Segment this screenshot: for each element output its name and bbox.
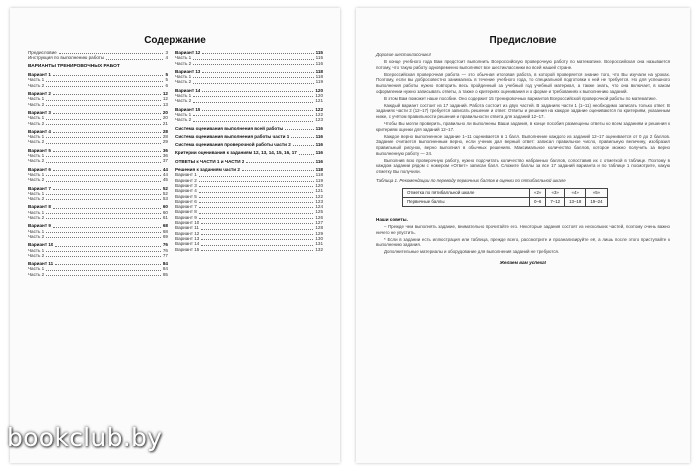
toc-entry-label: Вариант 3 [28, 109, 51, 115]
toc-entry-page: 85 [162, 271, 168, 277]
toc-entry-page: 5 [165, 72, 168, 78]
toc-entry-page: 116 [315, 150, 323, 156]
toc-entry-label: Часть 1 [28, 96, 45, 102]
toc-entry-page: 129 [315, 230, 323, 236]
toc-entry-page: 36 [162, 147, 168, 153]
toc-entry-page: 12 [162, 91, 168, 97]
toc-entry-label: Вариант 4 [175, 188, 197, 194]
toc-entry-label: Вариант 5 [28, 147, 51, 153]
toc-entry-page: 122 [315, 111, 323, 117]
toc-leader-dots [46, 86, 163, 87]
toc-leader-dots [285, 129, 313, 130]
toc-entry-label: Критерии оценивания к заданиям 12, 13, 14, 15, 16, 17 [175, 150, 297, 156]
toc-leader-dots [199, 181, 314, 182]
toc-leader-dots [46, 175, 161, 176]
toc-entry-label: Часть 1 [28, 171, 45, 177]
toc-leader-dots [299, 154, 314, 155]
table-cell: 7–12 [546, 197, 565, 206]
toc-entry-label: Вариант 11 [175, 225, 199, 231]
toc-entry-label: Система оценивания проверочной работы части 2 [175, 142, 291, 148]
toc-entry-page: 123 [315, 117, 323, 123]
toc-leader-dots [46, 194, 161, 195]
toc-entry-page: 119 [315, 177, 323, 183]
toc-entry-label: Вариант 2 [28, 91, 51, 97]
toc-entry-label: Часть 1 [28, 153, 45, 159]
toc-entry-label: Вариант 14 [175, 241, 200, 247]
toc-entry-page: 61 [162, 215, 168, 221]
toc-entry-page: 128 [315, 225, 323, 231]
toc-entry-page: 119 [315, 79, 323, 85]
toc-entry-label: Часть 2 [175, 117, 192, 123]
toc-leader-dots [193, 59, 313, 60]
toc-entry [28, 215, 168, 220]
toc-entry-page: 127 [315, 220, 323, 226]
toc-entry-label: Часть 1 [28, 77, 45, 83]
preface-paragraph: Выполнив всю проверочную работу, нужно подсчитать количество набранных баллов, сопоставив их с отметкой в таблице. Поэтому в каждом задании рядом с номером «Ответ» записан балл. Сложите баллы за все 17 заданий варианта и по таблице 1 посмотрите, какую отметку Вы получили. [376, 157, 670, 174]
toc-leader-dots [46, 237, 161, 238]
right-page-preface [356, 8, 690, 463]
toc-leader-dots [53, 189, 161, 190]
toc-column-left [28, 50, 168, 277]
toc-entry-page: 3 [165, 50, 168, 55]
toc-entry-label: Часть 2 [28, 271, 45, 277]
table-cell: «4» [565, 188, 586, 197]
toc-entry-page: 121 [315, 188, 323, 194]
toc-entry [28, 55, 168, 60]
toc-entry-label: ОТВЕТЫ к ЧАСТИ 1 и ЧАСТИ 2 [175, 158, 245, 164]
toc-leader-dots [106, 59, 163, 60]
toc-entry-label: Вариант 15 [175, 246, 200, 252]
table-row-header: Первичные баллы [403, 197, 530, 206]
toc-entry-page: 118 [315, 68, 323, 74]
preface-title: Предисловие [489, 35, 557, 46]
toc-leader-dots [46, 162, 161, 163]
toc-entry-page: 115 [315, 50, 323, 55]
table-cell: «2» [530, 188, 546, 197]
toc-leader-dots [59, 53, 164, 54]
toc-entry-label: Вариант 12 [175, 230, 200, 236]
toc-entry-label: Часть 2 [28, 233, 45, 239]
toc-leader-dots [202, 72, 313, 73]
toc-entry-page: 126 [315, 214, 323, 220]
toc-leader-dots [202, 110, 313, 111]
watermark-logo: bookclub.by [7, 423, 163, 452]
toc-entry [175, 98, 323, 103]
toc-entry-label: Вариант 9 [175, 214, 197, 220]
toc-entry-page: 120 [315, 87, 323, 93]
toc-entry-page: 115 [315, 55, 323, 61]
toc-entry-page: 120 [315, 182, 323, 188]
toc-leader-dots [53, 113, 161, 114]
toc-leader-dots [55, 246, 160, 247]
toc-entry-label: Вариант 4 [28, 128, 51, 134]
toc-entry-page: 12 [162, 96, 168, 102]
toc-leader-dots [202, 91, 313, 92]
toc-entry-page: 28 [162, 134, 168, 140]
toc-entry-page: 69 [162, 233, 168, 239]
table-cell: «5» [586, 188, 607, 197]
toc-entry-label: Часть 2 [175, 98, 192, 104]
toc-leader-dots [193, 115, 313, 116]
toc-leader-dots [46, 100, 161, 101]
toc-entry-label: Часть 2 [28, 82, 45, 88]
toc-entry-page: 28 [162, 128, 168, 134]
toc-entry-label: Вариант 5 [175, 193, 197, 199]
toc-entry-page: 77 [162, 252, 168, 258]
toc-entry-page: 76 [162, 242, 168, 248]
toc-leader-dots [46, 275, 161, 276]
toc-leader-dots [193, 64, 313, 65]
toc-entry-page: 68 [162, 228, 168, 234]
toc-entry-page: 29 [162, 139, 168, 145]
toc-entry [175, 159, 323, 164]
toc-entry-page: 52 [162, 190, 168, 196]
toc-entry-label: Часть 2 [28, 177, 45, 183]
toc-leader-dots [193, 77, 313, 78]
table-caption: Таблица 1. Рекомендации по переводу первичных баллов в оценки по пятибалльной шкале [376, 178, 566, 184]
score-conversion-table [402, 188, 608, 207]
toc-entry-label: Вариант 6 [175, 198, 197, 204]
tip-item: Дополнительные материалы и оборудование для выполнения заданий не требуются. [384, 249, 560, 255]
toc-entry [175, 117, 323, 122]
toc-entry-label: Вариант 9 [28, 223, 51, 229]
toc-leader-dots [46, 156, 161, 157]
toc-entry-page: 4 [165, 55, 168, 61]
table-cell: 0–6 [530, 197, 546, 206]
toc-leader-dots [199, 197, 314, 198]
tip-item: * Если в задании есть иллюстрация или таблица, прежде всего, рассмотрите и проанализируйте её, а лишь после этого приступайте к выполнению задания. [376, 236, 670, 248]
toc-entry-label: Часть 1 [175, 93, 192, 99]
toc-leader-dots [46, 256, 161, 257]
toc-entry-label: Часть 2 [28, 196, 45, 202]
toc-entry-label: Вариант 10 [28, 242, 54, 248]
toc-entry-label: Часть 1 [28, 134, 45, 140]
toc-entry-label: Вариант 1 [28, 72, 51, 78]
toc-entry-page: 84 [162, 266, 168, 272]
toc-entry-page: 5 [165, 77, 168, 83]
toc-leader-dots [201, 229, 313, 230]
toc-leader-dots [199, 213, 314, 214]
preface-greeting: Дорогие шестиклассники! [376, 52, 431, 57]
toc-entry-page: 124 [315, 204, 323, 210]
toc-entry [28, 121, 168, 126]
toc-entry [28, 83, 168, 88]
toc-entry-label: Вариант 7 [28, 185, 51, 191]
toc-entry-label: Часть 1 [175, 74, 192, 80]
toc-entry-page: 130 [315, 235, 323, 241]
toc-entry-page: 6 [165, 82, 168, 88]
toc-leader-dots [291, 137, 313, 138]
toc-entry-label: Часть 1 [175, 111, 192, 117]
toc-entry [28, 234, 168, 239]
toc-entry-label: Вариант 13 [175, 235, 200, 241]
toc-leader-dots [46, 232, 161, 233]
toc-entry-label: Часть 1 [28, 190, 45, 196]
toc-entry-label: Часть 2 [28, 158, 45, 164]
toc-entry-page: 44 [162, 166, 168, 172]
toc-leader-dots [53, 151, 161, 152]
toc-title: Содержание [144, 35, 206, 46]
toc-entry-page: 123 [315, 198, 323, 204]
toc-entry [28, 139, 168, 144]
toc-entry-page: 20 [162, 109, 168, 115]
toc-entry-label: Вариант 12 [175, 50, 201, 55]
toc-section-heading: ВАРИАНТЫ ТРЕНИРОВОЧНЫХ РАБОТ [28, 63, 120, 69]
toc-leader-dots [46, 181, 161, 182]
toc-leader-dots [46, 119, 161, 120]
preface-paragraph: Каждое верно выполненное задание 1–11 оценивается в 1 балл. Выполнение каждого из заданий 12–17 оценивается от 0 до 2 баллов. Задание считается выполненным верно, если ученик дал верный ответ: записал правильное число, правильную величину, изобразил правильный рисунок, верно выполнил в обычных решениях. Максимальное количество баллов, которое можно получить за верно выполненную работу — 24. [376, 133, 670, 156]
toc-entry [175, 142, 323, 147]
toc-entry-page: 52 [162, 185, 168, 191]
toc-entry-label: Часть 1 [28, 228, 45, 234]
preface-paragraph: Всероссийская проверочная работа — это обычная итоговая работа, в которой проверяется знание того, что Вы изучали на уроках. Поэтому, если вы добросовестно занимались в течение учебного года, то специальной подготовки к ней не требуется. Но для успешного выполнения работы нужно повторить весь пройденный за учебный год учебный материал, а также знать, что она включает, в каком оформлении нужно записывать ответы, а также о критериях оценивания и о форме и требованиях к выполнению заданий. [376, 71, 670, 94]
toc-entry-label: Система оценивания выполнения работы части 1 [175, 133, 290, 139]
preface-paragraph: Чтобы Вы могли проверить, правильно ли выполнены Ваши задания, в конце пособия размещены ответы ко всем заданиям и решения к критериям оценки для заданий 12–17. [376, 121, 670, 132]
toc-entry-page: 116 [315, 133, 323, 139]
toc-entry [175, 79, 323, 84]
toc-leader-dots [53, 132, 161, 133]
toc-entry-label: Часть 2 [28, 120, 45, 126]
toc-leader-dots [55, 264, 161, 265]
toc-entry-page: 21 [162, 120, 168, 126]
toc-entry-label: Вариант 8 [175, 209, 197, 215]
toc-entry-page: 118 [315, 74, 323, 80]
toc-entry-label: Вариант 6 [28, 166, 51, 172]
toc-leader-dots [199, 202, 314, 203]
toc-leader-dots [201, 239, 313, 240]
preface-body [376, 52, 670, 265]
table-row [403, 197, 608, 206]
toc-leader-dots [201, 234, 313, 235]
toc-leader-dots [193, 96, 313, 97]
preface-paragraph: В этом Вам поможет наше пособие. Оно содержит 15 тренировочных вариантов Всероссийской проверочной работы по математике. [384, 95, 657, 101]
closing-wish: Желаем вам успеха! [499, 259, 547, 265]
toc-entry-label: Часть 2 [28, 139, 45, 145]
toc-entry [28, 196, 168, 201]
toc-entry-page: 132 [315, 246, 323, 252]
toc-entry-label: Часть 2 [28, 101, 45, 107]
toc-entry-page: 37 [162, 158, 168, 164]
table-row [403, 188, 608, 197]
toc-entry-label: Часть 1 [28, 266, 45, 272]
toc-entry [28, 272, 168, 277]
toc-leader-dots [246, 162, 313, 163]
toc-entry-label: Предисловие [28, 50, 57, 55]
table-cell: 19–24 [586, 197, 607, 206]
toc-entry [175, 134, 323, 139]
toc-leader-dots [53, 75, 164, 76]
toc-leader-dots [242, 170, 314, 171]
toc-entry-page: 13 [162, 101, 168, 107]
toc-entry-page: 20 [162, 115, 168, 121]
toc-entry-page: 116 [315, 158, 323, 164]
toc-leader-dots [46, 143, 161, 144]
toc-leader-dots [46, 270, 161, 271]
toc-leader-dots [46, 81, 163, 82]
preface-paragraph: Каждый вариант состоит из 17 заданий. Работа состоит из двух частей. В заданиях части 1 (1–11) необходимо записать только ответ. В заданиях части 2 (12–17) требуется записать решение и ответ. Ответы и решения на каждое задание оцениваются по критериям, указанным ниже, с учётом правильности решения и правильности ответа для заданий 12–17. [376, 102, 670, 119]
toc-leader-dots [46, 213, 161, 214]
toc-entry [28, 177, 168, 182]
toc-entry-page: 116 [315, 125, 323, 131]
toc-entry-label: Вариант 2 [175, 177, 197, 183]
toc-entry-page: 44 [162, 171, 168, 177]
toc-entry [175, 61, 323, 66]
toc-entry-page: 122 [315, 106, 323, 112]
toc-leader-dots [46, 137, 161, 138]
toc-entry-page: 121 [315, 98, 323, 104]
toc-leader-dots [46, 199, 161, 200]
toc-entry-page: 118 [315, 167, 323, 173]
toc-entry-page: 116 [315, 142, 323, 148]
toc-entry-label: Вариант 8 [28, 204, 51, 210]
toc-entry-label: Часть 2 [175, 60, 192, 66]
toc-entry-page: 36 [162, 153, 168, 159]
toc-leader-dots [53, 227, 161, 228]
toc-entry-page: 60 [162, 209, 168, 215]
toc-leader-dots [46, 218, 161, 219]
table-row-header: Отметка по пятибалльной шкале [403, 188, 530, 197]
toc-entry-page: 116 [315, 60, 323, 66]
toc-entry-page: 76 [162, 247, 168, 253]
toc-entry-label: Вариант 15 [175, 106, 201, 112]
toc-leader-dots [53, 94, 161, 95]
toc-leader-dots [193, 102, 313, 103]
toc-leader-dots [53, 208, 161, 209]
toc-leader-dots [201, 250, 313, 251]
toc-entry-page: 45 [162, 177, 168, 183]
toc-entry-label: Часть 2 [28, 252, 45, 258]
toc-column-right [175, 50, 323, 252]
toc-leader-dots [193, 83, 313, 84]
toc-entry-label: Вариант 14 [175, 87, 201, 93]
toc-entry-label: Часть 2 [28, 215, 45, 221]
toc-leader-dots [46, 105, 161, 106]
toc-entry [175, 247, 323, 252]
toc-entry-label: Часть 2 [175, 79, 192, 85]
toc-entry [28, 158, 168, 163]
toc-entry-label: Вариант 10 [175, 220, 200, 226]
toc-entry-page: 53 [162, 196, 168, 202]
toc-entry-page: 68 [162, 223, 168, 229]
toc-entry-page: 122 [315, 193, 323, 199]
toc-entry-page: 131 [315, 241, 323, 247]
toc-leader-dots [193, 121, 313, 122]
toc-leader-dots [199, 218, 314, 219]
table-cell: 13–18 [565, 197, 586, 206]
toc-leader-dots [53, 170, 161, 171]
toc-entry-label: Вариант 3 [175, 182, 197, 188]
toc-leader-dots [199, 186, 314, 187]
toc-leader-dots [46, 251, 161, 252]
toc-entry [28, 253, 168, 258]
toc-leader-dots [201, 245, 313, 246]
toc-entry-label: Часть 1 [28, 115, 45, 121]
toc-leader-dots [199, 176, 314, 177]
toc-entry-page: 60 [162, 204, 168, 210]
toc-entry [175, 126, 323, 131]
toc-entry-label: Вариант 11 [28, 261, 54, 267]
toc-entry-label: Решения к заданиям части 2 [175, 167, 240, 173]
toc-leader-dots [202, 53, 313, 54]
toc-entry-label: Система оценивания выполнения всей работы [175, 125, 284, 131]
toc-entry-page: 120 [315, 93, 323, 99]
tip-item: – Прежде чем выполнять задание, внимательно прочитайте его. Некоторые задания состоят из нескольких частей, поэтому очень важно ничего не упустить. [376, 223, 670, 235]
toc-entry-page: 84 [162, 261, 168, 267]
toc-leader-dots [46, 124, 161, 125]
preface-paragraph: В конце учебного года Вам предстоит выполнить Всероссийскую проверочную работу по математике. Всероссийская она называется потому, что такую работу одновременно выполняют все шестиклассники во всей нашей стране. [376, 59, 670, 70]
toc-entry-label: Инструкция по выполнению работы [28, 55, 105, 61]
toc-entry [175, 150, 323, 155]
toc-leader-dots [199, 207, 314, 208]
tips-title: Наши советы. [376, 216, 408, 222]
toc-entry-label: Вариант 7 [175, 204, 197, 210]
toc-leader-dots [199, 192, 314, 193]
toc-entry-page: 118 [315, 172, 323, 178]
toc-entry-label: Вариант 13 [175, 68, 201, 74]
toc-entry-label: Часть 1 [175, 55, 192, 61]
toc-entry-page: 125 [315, 209, 323, 215]
table-cell: «3» [546, 188, 565, 197]
toc-leader-dots [201, 223, 313, 224]
toc-entry-label: Часть 1 [28, 247, 45, 253]
left-page-table-of-contents [10, 8, 340, 463]
toc-leader-dots [293, 145, 314, 146]
toc-entry-label: Часть 1 [28, 209, 45, 215]
toc-entry [28, 102, 168, 107]
toc-entry-label: Вариант 1 [175, 172, 197, 178]
